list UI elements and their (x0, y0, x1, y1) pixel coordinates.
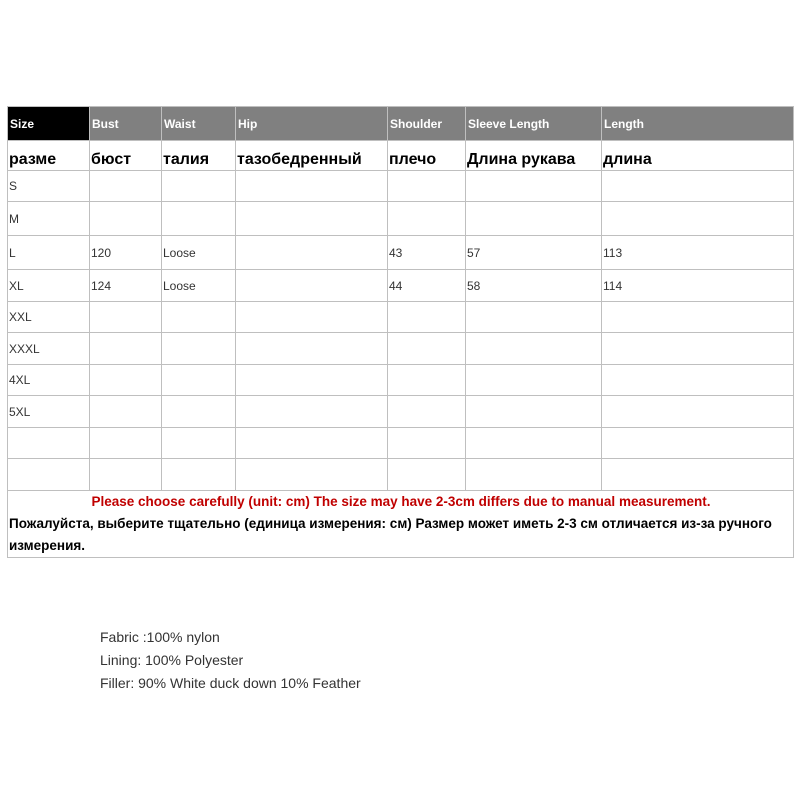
header-shoulder: Shoulder (388, 107, 466, 141)
ru-header-size: разме (8, 141, 90, 171)
measurement-cell (236, 428, 388, 459)
size-row (8, 396, 794, 428)
measurement-cell (388, 396, 466, 428)
measurement-cell (162, 171, 236, 202)
measurement-cell: Loose (162, 236, 236, 270)
measurement-cell (90, 459, 162, 491)
measurement-cell: 57 (466, 236, 602, 270)
measurement-cell (162, 302, 236, 333)
measurement-cell (162, 428, 236, 459)
measurement-cell (602, 202, 794, 236)
size-cell: XL (8, 270, 90, 302)
measurement-cell (236, 171, 388, 202)
ru-header-hip: тазобедренный (236, 141, 388, 171)
measurement-cell: Loose (162, 270, 236, 302)
size-row (8, 171, 794, 202)
russian-header-row (8, 141, 794, 171)
measurement-cell (236, 333, 388, 365)
measurement-cell (388, 333, 466, 365)
ru-header-bust: бюст (90, 141, 162, 171)
size-chart-table (7, 106, 794, 558)
measurement-cell (90, 396, 162, 428)
note-english: Please choose carefully (unit: cm) The size may have 2-3cm differs due to manual measurement. (91, 494, 711, 509)
measurement-cell (466, 396, 602, 428)
measurement-cell: 120 (90, 236, 162, 270)
header-row (8, 107, 794, 141)
measurement-cell (602, 428, 794, 459)
size-row (8, 202, 794, 236)
measurement-cell (388, 365, 466, 396)
measurement-cell (236, 396, 388, 428)
measurement-cell (466, 459, 602, 491)
measurement-cell (602, 333, 794, 365)
measurement-cell (90, 202, 162, 236)
fabric-line: Fabric :100% nylon (100, 629, 220, 645)
measurement-cell (162, 333, 236, 365)
size-row (8, 302, 794, 333)
ru-header-waist: талия (162, 141, 236, 171)
measurement-cell: 58 (466, 270, 602, 302)
measurement-cell (466, 302, 602, 333)
measurement-cell: 124 (90, 270, 162, 302)
measurement-cell (162, 202, 236, 236)
header-size: Size (8, 107, 90, 141)
measurement-cell (388, 202, 466, 236)
measurement-cell (90, 171, 162, 202)
note-cell (8, 491, 794, 558)
measurement-cell (466, 428, 602, 459)
measurement-cell (602, 365, 794, 396)
header-length: Length (602, 107, 794, 141)
measurement-cell (388, 302, 466, 333)
size-cell (8, 428, 90, 459)
measurement-cell: 113 (602, 236, 794, 270)
measurement-cell (162, 459, 236, 491)
ru-header-shoulder: плечо (388, 141, 466, 171)
header-sleeve-length: Sleeve Length (466, 107, 602, 141)
measurement-cell (236, 236, 388, 270)
size-cell: XXL (8, 302, 90, 333)
measurement-cell (388, 428, 466, 459)
measurement-cell: 44 (388, 270, 466, 302)
measurement-cell (466, 171, 602, 202)
measurement-cell (236, 365, 388, 396)
lining-line: Lining: 100% Polyester (100, 652, 244, 668)
measurement-cell (236, 270, 388, 302)
size-row (8, 236, 794, 270)
measurement-cell (236, 302, 388, 333)
size-row (8, 459, 794, 491)
size-cell: S (8, 171, 90, 202)
size-cell: L (8, 236, 90, 270)
measurement-cell (162, 396, 236, 428)
note-russian: Пожалуйста, выберите тщательно (единица измерения: см) Размер может иметь 2-3 см отличается из-за ручного измерения. (9, 516, 772, 553)
size-row (8, 270, 794, 302)
size-cell: XXXL (8, 333, 90, 365)
filler-line: Filler: 90% White duck down 10% Feather (100, 675, 361, 691)
size-cell: M (8, 202, 90, 236)
measurement-cell (90, 428, 162, 459)
measurement-cell (162, 365, 236, 396)
size-row (8, 333, 794, 365)
measurement-cell (388, 459, 466, 491)
measurement-cell: 43 (388, 236, 466, 270)
header-waist: Waist (162, 107, 236, 141)
measurement-cell: 114 (602, 270, 794, 302)
measurement-cell (466, 365, 602, 396)
size-cell (8, 459, 90, 491)
measurement-cell (602, 171, 794, 202)
fabric-info (100, 626, 361, 695)
measurement-cell (466, 333, 602, 365)
ru-header-length: длина (602, 141, 794, 171)
ru-header-sleeve-length: Длина рукава (466, 141, 602, 171)
header-hip: Hip (236, 107, 388, 141)
measurement-cell (466, 202, 602, 236)
measurement-cell (602, 459, 794, 491)
measurement-cell (236, 459, 388, 491)
measurement-cell (602, 396, 794, 428)
measurement-cell (388, 171, 466, 202)
measurement-cell (602, 302, 794, 333)
size-row (8, 428, 794, 459)
size-cell: 5XL (8, 396, 90, 428)
header-bust: Bust (90, 107, 162, 141)
note-row (8, 491, 794, 558)
measurement-cell (90, 302, 162, 333)
measurement-cell (90, 333, 162, 365)
measurement-cell (90, 365, 162, 396)
size-cell: 4XL (8, 365, 90, 396)
measurement-cell (236, 202, 388, 236)
size-row (8, 365, 794, 396)
